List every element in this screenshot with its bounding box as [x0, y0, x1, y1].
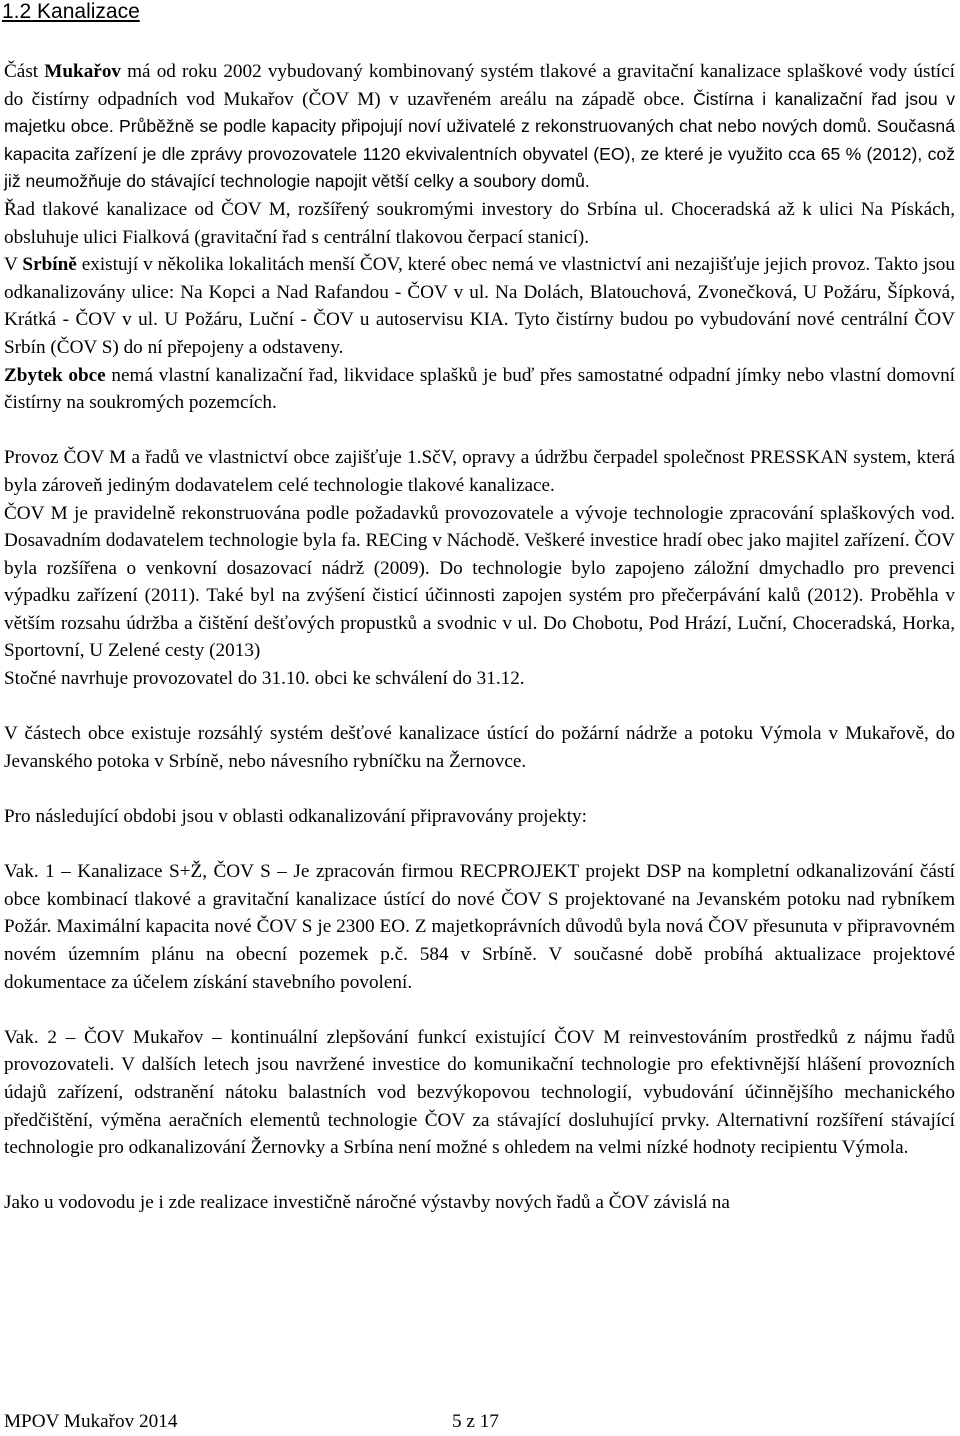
- paragraph-zaver: Jako u vodovodu je i zde realizace investičně náročné výstavby nových řadů a ČOV závislá na: [4, 1192, 730, 1214]
- paragraph-gap: [4, 693, 955, 721]
- paragraph-text: existují v několika lokalitách menší ČOV, které obec nemá ve vlastnictví ani nezajišťuje jejich provoz. Takto jsou odkanalizovány ulice: Na Kopci a Nad Rafandou - ČOV v ul. Na Dolách, Blatouchová, Zvonečková, U Požáru, Šípková, Krátká - ČOV v ul. U Požáru, Luční - ČOV u autoservisu KIA. Tyto čistírny budou po vybudování nové centrální ČOV Srbín (ČOV S) do ní přepojeny a odstaveny.: [4, 254, 955, 358]
- footer-document-title: MPOV Mukařov 2014: [4, 1411, 178, 1432]
- paragraph-gap: [4, 417, 955, 445]
- paragraph-vak-1: Vak. 1 – Kanalizace S+Ž, ČOV S – Je zpracován firmou RECPROJEKT projekt DSP na kompletní odkanalizování částí obce kombinací tlakové a gravitační kanalizace ústící do nové ČOV S projektované na Jevanském potoku nad rybníkem Požár. Maximální kapacita nové ČOV S je 2300 EO. Z majetkoprávních důvodů byla nová ČOV přesunuta v připravovném novém územním plánu na obecní pozemek p.č. 584 v Srbíně. V současné době probíhá aktualizace projektové dokumentace za účelem získání stavebního povolení.: [4, 861, 955, 993]
- paragraph-text-sans: Současná kapacita zařízení je dle zprávy provozovatele 1120 ekvivalentních obyvatel (EO), ze které je využito cca 65 % (2012), což již neumožňuje do stávající technologie napojit větší celky a soubory domů.: [4, 116, 955, 192]
- paragraph-mukarov: [4, 58, 955, 196]
- paragraph-rekonstrukce: ČOV M je pravidelně rekonstruována podle požadavků provozovatele a vývoje technologie zpracování splaškových vod. Dosavadním dodavatelem technologie byla fa. RECing v Náchodě. Veškeré investice hradí obec jako majitel zařízení. ČOV byla rozšířena o venkovní dosazovací nádrž (2009). Do technologie bylo zapojeno záložní dmychadlo pro prevenci výpadku zařízení (2011). Také byl na zvýšení čisticí účinnosti zapojen systém pro přečerpávání kalů (2012). Proběhla v větším rozsahu údržba a čištění dešťových propustků a svodnic v ul. Do Chobotu, Pod Hrází, Luční, Choceradská, Horka, Sportovní, U Zelené cesty (2013): [4, 502, 955, 662]
- paragraph-gap: [4, 996, 955, 1024]
- paragraph-text: Část: [4, 61, 45, 82]
- bold-term-zbytek-obce: Zbytek obce: [4, 364, 106, 386]
- bold-term-srbin: Srbíně: [22, 254, 77, 276]
- section-heading: 1.2 Kanalizace: [2, 0, 140, 23]
- footer-page-number: 5 z 17: [452, 1411, 499, 1432]
- paragraph-gap: [4, 1162, 955, 1190]
- paragraph-stocne: Stočné navrhuje provozovatel do 31.10. obci ke schválení do 31.12.: [4, 668, 525, 690]
- paragraph-text: V: [4, 254, 23, 276]
- paragraph-vak-2: Vak. 2 – ČOV Mukařov – kontinuální zlepšování funkcí existující ČOV M reinvestováním prostředků z nájmu řadů provozovateli. V dalších letech jsou navržené investice do komunikační technologie pro efektivnější hlášení provozních údajů zařízení, odstranění nátoku balastních vod bezvýkopovou technologií, vybudování účinnějšího mechanického předčištění, výměna aeračních elementů technologie ČOV za stávající dosluhující prvky. Alternativní rozšíření stávající technologie pro odkanalizování Žernovky a Srbína není možné s ohledem na velmi nízké hodnoty recipientu Výmola.: [4, 1026, 955, 1159]
- paragraph-projekty-intro: Pro následující obdobi jsou v oblasti odkanalizování připravovány projekty:: [4, 806, 587, 828]
- document-body: [4, 58, 955, 1217]
- paragraph-destova-kanalizace: V částech obce existuje rozsáhlý systém dešťové kanalizace ústící do požární nádrže a potoku Výmola v Mukařově, do Jevanského potoka v Srbíně, nebo návesního rybníčku na Žernovce.: [4, 723, 955, 772]
- bold-term-mukarov: Mukařov: [44, 61, 121, 82]
- paragraph-tlakova-kanalizace: Řad tlakové kanalizace od ČOV M, rozšířený soukromými investory do Srbína ul. Choceradská až k ulici Na Pískách, obsluhuje ulici Fialková (gravitační řad s centrální tlakovou čerpací stanicí).: [4, 198, 955, 248]
- paragraph-text-sans: Čistírna i kanalizační řad jsou v majetku obce. Průběžně se podle kapacity připojují noví uživatelé z rekonstruovaných chat nebo nových domů.: [4, 88, 955, 137]
- paragraph-gap: [4, 775, 955, 803]
- paragraph-provoz: Provoz ČOV M a řadů ve vlastnictví obce zajišťuje 1.SčV, opravy a údržbu čerpadel společnost PRESSKAN system, která byla zároveň jediným dodavatelem celé technologie tlakové kanalizace.: [4, 447, 955, 496]
- paragraph-gap: [4, 831, 955, 859]
- paragraph-zbytek-obce: [4, 362, 955, 417]
- paragraph-srbin: [4, 251, 955, 361]
- paragraph-text: má od roku 2002 vybudovaný kombinovaný systém tlakové a gravitační kanalizace splaškové vody ústící do čistírny odpadních vod Mukařov (ČOV M) v uzavřeném areálu na západě obce.: [4, 61, 955, 110]
- paragraph-text: nemá vlastní kanalizační řad, likvidace splašků je buď přes samostatné odpadní jímky nebo vlastní domovní čistírny na soukromých pozemcích.: [4, 364, 955, 414]
